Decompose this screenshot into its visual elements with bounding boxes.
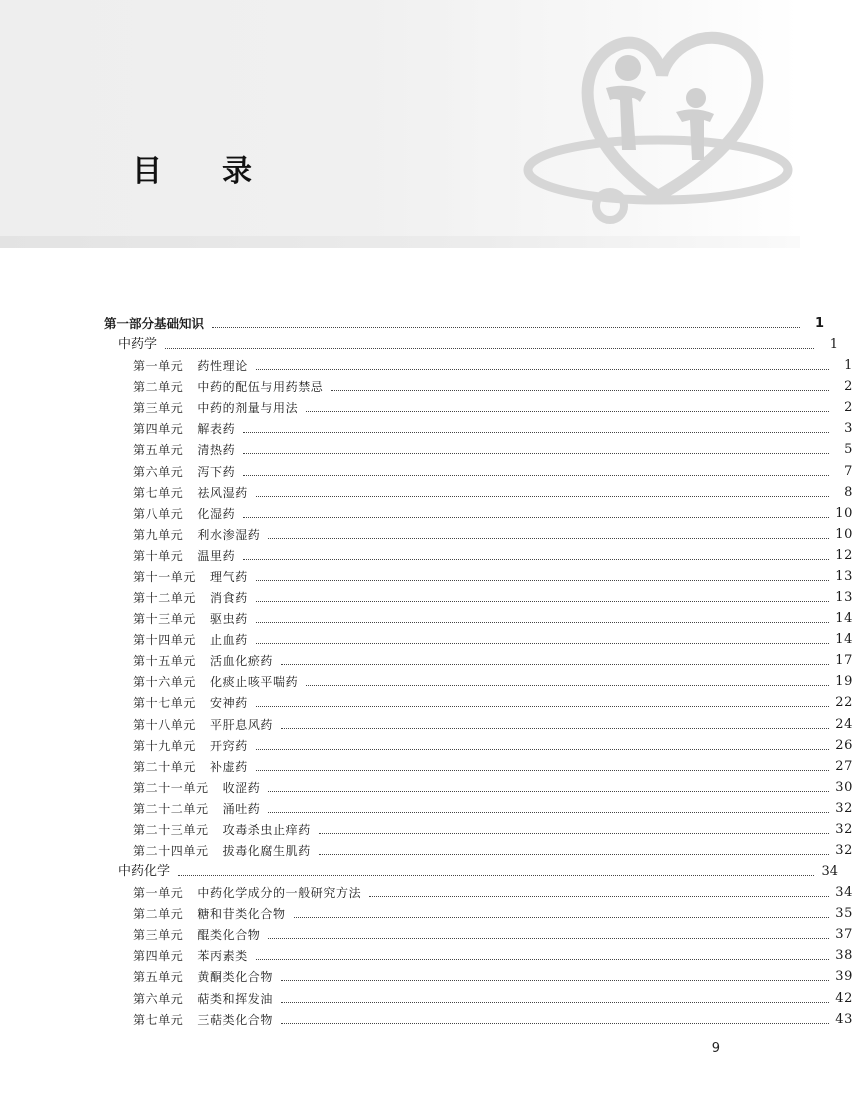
toc-page: 12 [835, 547, 853, 563]
toc-unit: 第十六单元 [133, 675, 197, 690]
toc-row[interactable] [0, 564, 853, 585]
toc-label [104, 316, 204, 332]
toc-leader [369, 896, 829, 897]
toc-page: 10 [835, 526, 853, 542]
toc-leader [281, 1023, 829, 1024]
toc-page: 30 [835, 779, 853, 795]
toc-unit: 第六单元 [133, 464, 184, 479]
toc-row[interactable] [0, 374, 853, 395]
toc-leader [268, 812, 829, 813]
toc-unit: 第三单元 [133, 401, 184, 416]
toc-unit: 第二十二单元 [133, 801, 209, 816]
toc-row[interactable] [0, 480, 853, 501]
toc-leader [256, 369, 829, 370]
toc-title: 活血化瘀药 [210, 654, 274, 669]
toc-leader [256, 622, 829, 623]
toc-unit: 第五单元 [133, 443, 184, 458]
toc-row[interactable] [0, 311, 824, 332]
toc-label [133, 1012, 273, 1028]
toc-label [133, 717, 273, 733]
toc-unit: 第一部分 [104, 316, 155, 331]
toc-row[interactable] [0, 353, 853, 374]
toc-unit: 第八单元 [133, 506, 184, 521]
toc-page: 8 [844, 484, 853, 500]
toc-title: 醌类化合物 [197, 928, 261, 943]
toc-row[interactable] [0, 1007, 853, 1028]
toc-label [133, 948, 248, 964]
toc-page: 19 [835, 674, 853, 690]
toc-title: 安神药 [210, 696, 248, 711]
toc-unit: 第五单元 [133, 970, 184, 985]
toc-page: 1 [814, 316, 824, 331]
toc-title: 萜类和挥发油 [197, 991, 274, 1006]
toc-label [133, 843, 311, 859]
toc-leader [331, 390, 829, 391]
toc-page: 5 [844, 442, 853, 458]
toc-page: 2 [844, 400, 853, 416]
toc-label [133, 632, 248, 648]
toc-title: 解表药 [197, 422, 236, 437]
toc-title: 涌吐药 [222, 801, 261, 816]
toc-label [133, 590, 248, 606]
toc-page: 38 [835, 948, 853, 964]
toc-label [133, 653, 273, 669]
toc-row[interactable] [0, 501, 853, 522]
toc-page: 32 [835, 800, 853, 816]
toc-label [133, 442, 235, 458]
toc-title: 攻毒杀虫止痒药 [222, 822, 311, 837]
toc-row[interactable] [0, 606, 853, 627]
toc-label [118, 337, 157, 353]
header-divider [0, 236, 800, 248]
toc-leader [306, 685, 829, 686]
toc-row[interactable] [0, 859, 838, 880]
toc-label [133, 569, 248, 585]
toc-row[interactable] [0, 754, 853, 775]
toc-title: 利水渗湿药 [197, 527, 261, 542]
toc-label [133, 738, 248, 754]
toc-row[interactable] [0, 459, 853, 480]
toc-row[interactable] [0, 627, 853, 648]
toc-label [133, 822, 311, 838]
toc-title: 中药学 [118, 337, 158, 353]
toc-unit: 第十八单元 [133, 717, 197, 732]
toc-label [133, 969, 273, 985]
toc-title: 平肝息风药 [210, 717, 274, 732]
toc-unit: 第十三单元 [133, 612, 197, 627]
page-number: 9 [711, 1041, 720, 1056]
toc-label [133, 379, 323, 395]
toc-page: 7 [844, 463, 853, 479]
toc-row[interactable] [0, 817, 853, 838]
toc-page: 1 [829, 337, 838, 353]
toc-label [118, 864, 170, 880]
toc-page: 14 [835, 632, 853, 648]
toc-title: 驱虫药 [210, 612, 248, 627]
toc-label [133, 611, 248, 627]
toc-row[interactable] [0, 901, 853, 922]
toc-page: 24 [835, 716, 853, 732]
toc-row[interactable] [0, 543, 853, 564]
toc-leader [256, 706, 829, 707]
toc-page: 32 [835, 843, 853, 858]
toc-label [133, 464, 235, 480]
toc-label [133, 548, 235, 564]
toc-title: 开窍药 [210, 738, 248, 753]
toc-page: 14 [835, 611, 853, 627]
toc-row[interactable] [0, 986, 853, 1007]
toc-unit: 第十九单元 [133, 738, 197, 753]
toc-page: 34 [835, 885, 853, 901]
toc-page: 34 [821, 864, 838, 880]
toc-label [133, 780, 260, 796]
toc-unit: 第六单元 [133, 991, 184, 1006]
toc-unit: 第二十单元 [133, 759, 197, 774]
toc-page: 42 [835, 990, 853, 1006]
toc-leader [294, 917, 829, 918]
toc-unit: 第十一单元 [133, 569, 197, 584]
toc-unit: 第二十三单元 [133, 822, 209, 837]
toc-label [133, 527, 260, 543]
heart-family-stethoscope-icon [528, 0, 800, 236]
toc-row[interactable] [0, 395, 853, 416]
toc-label [133, 695, 248, 711]
toc-row[interactable] [0, 838, 853, 859]
toc-title: 中药化学成分的一般研究方法 [197, 886, 362, 901]
toc-row[interactable] [0, 733, 853, 754]
toc-label [133, 421, 235, 437]
title-char-1: 目 [132, 154, 162, 189]
toc-leader [165, 348, 814, 349]
toc-page: 43 [835, 1011, 853, 1027]
toc-page: 3 [844, 421, 853, 437]
toc-title: 基础知识 [154, 316, 205, 331]
toc-leader [281, 728, 829, 729]
toc-title: 化痰止咳平喘药 [210, 675, 299, 690]
toc-unit: 第十二单元 [133, 591, 197, 606]
toc-label [133, 674, 298, 690]
toc-unit: 第九单元 [133, 527, 184, 542]
toc-page: 10 [835, 505, 853, 521]
toc-title: 消食药 [210, 591, 248, 606]
toc-leader [243, 475, 829, 476]
toc-leader [281, 1002, 829, 1003]
toc-unit: 第二十一单元 [133, 780, 209, 795]
toc-leader [268, 538, 829, 539]
toc-row[interactable] [0, 922, 853, 943]
toc-title: 糖和苷类化合物 [197, 907, 286, 922]
toc-label [133, 506, 235, 522]
toc-row[interactable] [0, 712, 853, 733]
toc-leader [212, 327, 800, 328]
toc-row[interactable] [0, 880, 853, 901]
toc-unit: 第二单元 [133, 380, 184, 395]
toc-row[interactable] [0, 775, 853, 796]
toc-title: 祛风湿药 [197, 485, 248, 500]
toc-row[interactable] [0, 585, 853, 606]
toc-leader [243, 517, 829, 518]
toc-row[interactable] [0, 332, 838, 353]
toc-title: 中药的剂量与用法 [197, 401, 299, 416]
toc-unit: 第二十四单元 [133, 844, 209, 858]
toc-leader [256, 959, 829, 960]
toc-leader [243, 559, 829, 560]
toc-label [133, 927, 260, 943]
toc-unit: 第三单元 [133, 928, 184, 943]
toc-row[interactable] [0, 522, 853, 543]
toc-title: 收涩药 [222, 780, 261, 795]
toc-page: 13 [835, 568, 853, 584]
toc-leader [178, 875, 814, 876]
toc-leader [281, 980, 829, 981]
toc-leader [268, 791, 829, 792]
toc-title: 三萜类化合物 [197, 1012, 274, 1027]
toc-leader [256, 749, 829, 750]
toc-label [133, 759, 248, 775]
toc-page: 32 [835, 821, 853, 837]
toc-leader [306, 411, 829, 412]
toc-title: 止血药 [210, 633, 248, 648]
toc-row[interactable] [0, 690, 853, 711]
toc-page: 39 [835, 969, 853, 985]
toc-row[interactable] [0, 796, 853, 817]
toc-page: 35 [835, 906, 853, 922]
toc-unit: 第四单元 [133, 949, 184, 964]
toc-leader [268, 938, 829, 939]
toc-leader [256, 580, 829, 581]
toc-title: 黄酮类化合物 [197, 970, 274, 985]
toc-row[interactable] [0, 943, 853, 964]
toc-leader [256, 770, 829, 771]
toc-leader [256, 601, 829, 602]
toc-title: 中药化学 [118, 864, 171, 880]
toc-title: 理气药 [210, 569, 248, 584]
toc-label [133, 991, 273, 1007]
toc-row[interactable] [0, 437, 853, 458]
toc-unit: 第七单元 [133, 485, 184, 500]
toc-unit: 第十七单元 [133, 696, 197, 711]
toc-page: 26 [835, 737, 853, 753]
toc-page: 27 [835, 758, 853, 774]
toc-leader [243, 453, 829, 454]
toc-leader [256, 643, 829, 644]
toc-page: 22 [835, 695, 853, 711]
toc-title: 补虚药 [210, 759, 248, 774]
toc-title: 拔毒化腐生肌药 [222, 844, 311, 858]
toc-row[interactable] [0, 964, 853, 985]
toc-title: 苯丙素类 [197, 949, 248, 964]
toc-unit: 第一单元 [133, 359, 184, 374]
toc-page: 37 [835, 927, 853, 943]
toc-page: 13 [835, 590, 853, 606]
toc-unit: 第十五单元 [133, 654, 197, 669]
toc-page: 17 [835, 653, 853, 669]
toc-title: 化湿药 [197, 506, 236, 521]
toc-label [133, 885, 361, 901]
toc-label [133, 400, 298, 416]
toc-label [133, 906, 286, 922]
toc-leader [319, 833, 829, 834]
toc-title: 温里药 [197, 548, 236, 563]
toc-label [133, 358, 248, 374]
title-char-2: 录 [222, 154, 252, 189]
toc-leader [319, 854, 829, 855]
toc-leader [243, 432, 829, 433]
toc-row[interactable] [0, 648, 853, 669]
toc-unit: 第一单元 [133, 886, 184, 901]
toc-title: 清热药 [197, 443, 236, 458]
toc-unit: 第十四单元 [133, 633, 197, 648]
toc-page: 1 [844, 358, 853, 374]
toc-unit: 第四单元 [133, 422, 184, 437]
toc-unit: 第二单元 [133, 907, 184, 922]
toc-title: 药性理论 [197, 359, 248, 374]
toc-row[interactable] [0, 416, 853, 437]
toc-unit: 第七单元 [133, 1012, 184, 1027]
toc-title: 中药的配伍与用药禁忌 [197, 380, 324, 395]
toc-page: 2 [844, 379, 853, 395]
toc-row[interactable] [0, 669, 853, 690]
toc-label [133, 485, 248, 501]
toc-unit: 第十单元 [133, 548, 184, 563]
toc-leader [256, 496, 829, 497]
toc-title: 泻下药 [197, 464, 236, 479]
toc-label [133, 801, 260, 817]
toc-leader [281, 664, 829, 665]
